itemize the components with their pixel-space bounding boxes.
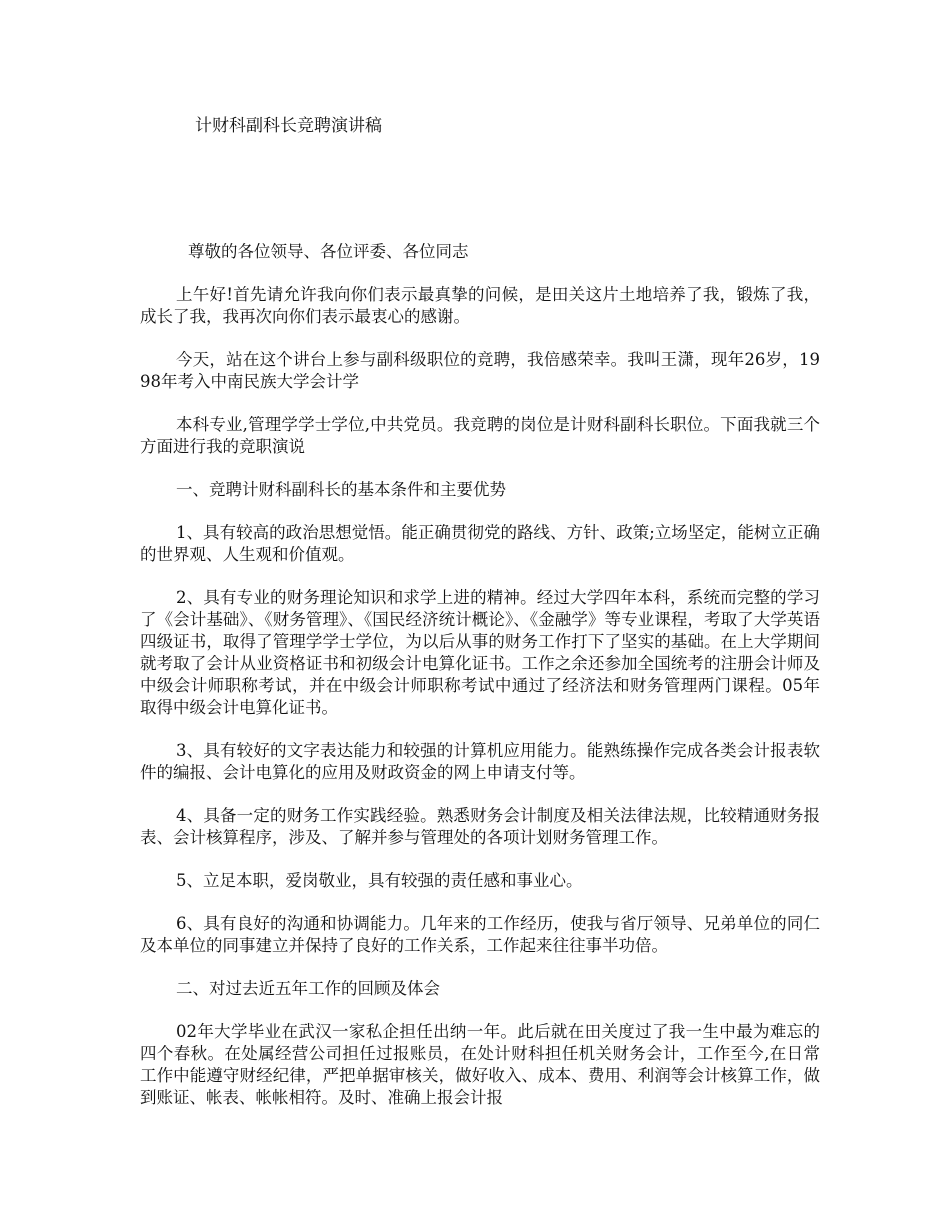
paragraph-item-1: 1、具有较高的政治思想觉悟。能正确贯彻党的路线、方针、政策;立场坚定，能树立正确的世界观、人生观和价值观。 — [140, 523, 820, 564]
salutation: 尊敬的各位领导、各位评委、各位同志 — [188, 242, 469, 261]
document-body — [140, 241, 820, 1130]
paragraph-item-3: 3、具有较好的文字表达能力和较强的计算机应用能力。能熟练操作完成各类会计报表软件的编报、会计电算化的应用及财政资金的网上申请支付等。 — [140, 741, 820, 782]
paragraph-introduction: 今天，站在这个讲台上参与副科级职位的竞聘，我倍感荣幸。我叫王潇，现年26岁，1998年考入中南民族大学会计学 — [140, 350, 820, 391]
paragraph-greeting: 上午好!首先请允许我向你们表示最真挚的问候，是田关这片土地培养了我，锻炼了我，成长了我，我再次向你们表示最衷心的感谢。 — [140, 285, 820, 326]
paragraph-item-4: 4、具备一定的财务工作实践经验。熟悉财务会计制度及相关法律法规，比较精通财务报表、会计核算程序，涉及、了解并参与管理处的各项计划财务管理工作。 — [140, 806, 820, 847]
paragraph-item-2: 2、具有专业的财务理论知识和求学上进的精神。经过大学四年本科，系统而完整的学习了《会计基础》、《财务管理》、《国民经济统计概论》、《金融学》等专业课程，考取了大学英语四级证书，取得了管理学学士学位，为以后从事的财务工作打下了坚实的基础。在上大学期间就考取了会计从业资格证书和初级会计电算化证书。工作之余还参加全国统考的注册会计师及中级会计师职称考试，并在中级会计师职称考试中通过了经济法和财务管理两门课程。05年取得中级会计电算化证书。 — [140, 588, 820, 717]
paragraph-item-6: 6、具有良好的沟通和协调能力。几年来的工作经历，使我与省厅领导、兄弟单位的同仁及本单位的同事建立并保持了良好的工作关系，工作起来往往事半功倍。 — [140, 914, 820, 955]
paragraph-major: 本科专业,管理学学士学位,中共党员。我竞聘的岗位是计财科副科长职位。下面我就三个方面进行我的竞职演说 — [140, 415, 820, 456]
paragraph-item-5: 5、立足本职，爱岗敬业，具有较强的责任感和事业心。 — [176, 871, 583, 890]
section-heading-2: 二、对过去近五年工作的回顾及体会 — [176, 979, 440, 998]
paragraph-work-review: 02年大学毕业在武汉一家私企担任出纳一年。此后就在田关度过了我一生中最为难忘的四个春秋。在处属经营公司担任过报账员，在处计财科担任机关财务会计，工作至今,在日常工作中能遵守财经纪律，严把单据审核关，做好收入、成本、费用、利润等会计核算工作，做到账证、帐表、帐帐相符。及时、准确上报会计报 — [140, 1022, 820, 1107]
section-heading-1: 一、竞聘计财科副科长的基本条件和主要优势 — [176, 480, 506, 499]
document-title: 计财科副科长竞聘演讲稿 — [195, 116, 382, 136]
